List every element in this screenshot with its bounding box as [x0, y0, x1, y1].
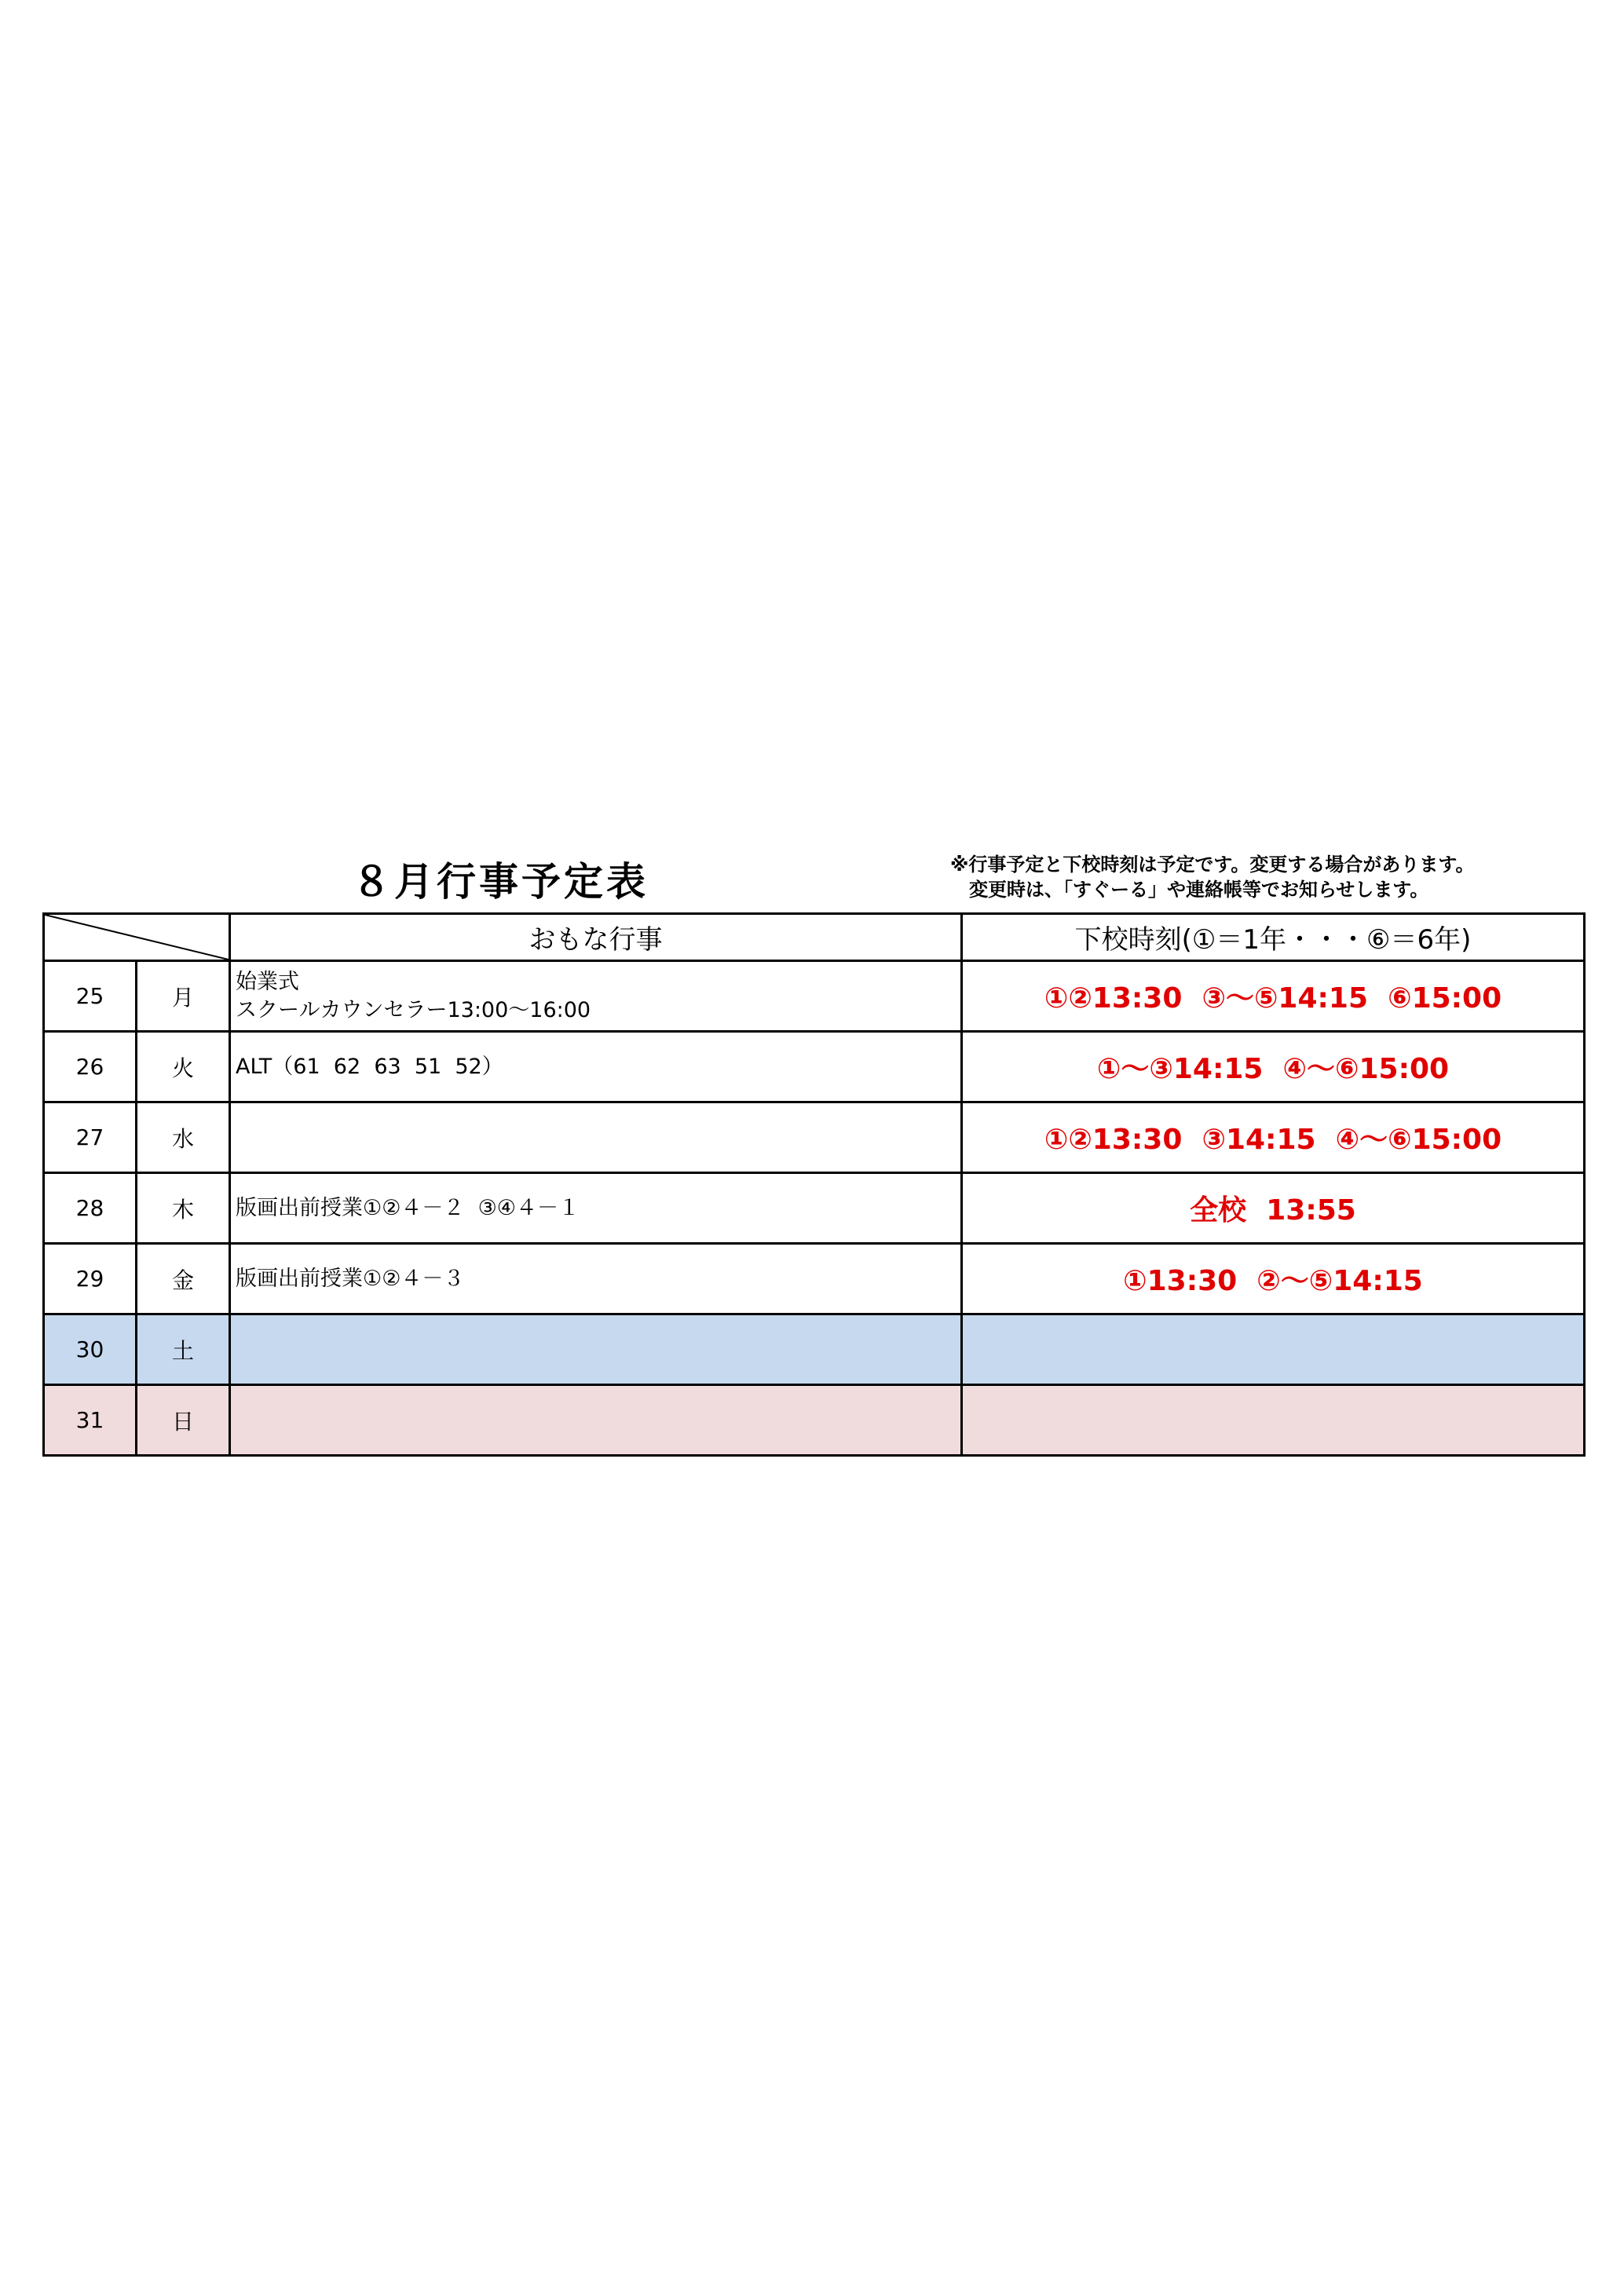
weekday-cell: 火	[137, 1032, 230, 1102]
table-row	[44, 1244, 1585, 1314]
dismissal-cell: ①～③14:15 ④～⑥15:00	[962, 1032, 1585, 1102]
events-cell	[230, 1385, 962, 1456]
dismissal-cell: ①②13:30 ③～⑤14:15 ⑥15:00	[962, 961, 1585, 1032]
schedule-note	[950, 852, 1475, 902]
date-cell: 26	[44, 1032, 137, 1102]
weekday-cell: 水	[137, 1102, 230, 1173]
header-dismissal: 下校時刻(①＝1年・・・⑥＝6年)	[962, 914, 1585, 961]
corner-diagonal-cell	[44, 914, 230, 961]
note-line-1: ※行事予定と下校時刻は予定です。変更する場合があります。	[950, 854, 1475, 876]
weekday-cell: 土	[137, 1314, 230, 1385]
date-cell: 30	[44, 1314, 137, 1385]
table-row	[44, 1032, 1585, 1102]
event-item: ALT（61 62 63 51 52）	[236, 1054, 503, 1079]
header-events: おもな行事	[230, 914, 962, 961]
date-cell: 28	[44, 1173, 137, 1244]
event-item: 始業式	[236, 969, 299, 994]
dismissal-cell	[962, 1385, 1585, 1456]
events-cell	[230, 961, 962, 1032]
table-header-row	[44, 914, 1585, 961]
date-cell: 27	[44, 1102, 137, 1173]
dismissal-cell: ①②13:30 ③14:15 ④～⑥15:00	[962, 1102, 1585, 1173]
events-cell	[230, 1032, 962, 1102]
date-cell: 31	[44, 1385, 137, 1456]
weekday-cell: 金	[137, 1244, 230, 1314]
event-item: スクールカウンセラー13:00～16:00	[236, 997, 591, 1022]
table-row-sunday	[44, 1385, 1585, 1456]
schedule-table	[42, 912, 1586, 1457]
page-title: ８月行事予定表	[352, 859, 649, 905]
date-cell: 25	[44, 961, 137, 1032]
event-item: 版画出前授業①②４－２ ③④４－１	[236, 1195, 580, 1220]
events-cell	[230, 1244, 962, 1314]
table-row	[44, 961, 1585, 1032]
dismissal-cell: 全校 13:55	[962, 1173, 1585, 1244]
events-cell	[230, 1173, 962, 1244]
weekday-cell: 木	[137, 1173, 230, 1244]
diagonal-line	[45, 915, 229, 960]
weekday-cell: 日	[137, 1385, 230, 1456]
table-row	[44, 1173, 1585, 1244]
table-row-saturday	[44, 1314, 1585, 1385]
events-cell	[230, 1314, 962, 1385]
dismissal-cell: ①13:30 ②～⑤14:15	[962, 1244, 1585, 1314]
note-line-2: 変更時は、「すぐーる」や連絡帳等でお知らせします。	[950, 879, 1429, 901]
table-row	[44, 1102, 1585, 1173]
weekday-cell: 月	[137, 961, 230, 1032]
dismissal-cell	[962, 1314, 1585, 1385]
events-cell	[230, 1102, 962, 1173]
event-item: 版画出前授業①②４－３	[236, 1266, 465, 1291]
date-cell: 29	[44, 1244, 137, 1314]
